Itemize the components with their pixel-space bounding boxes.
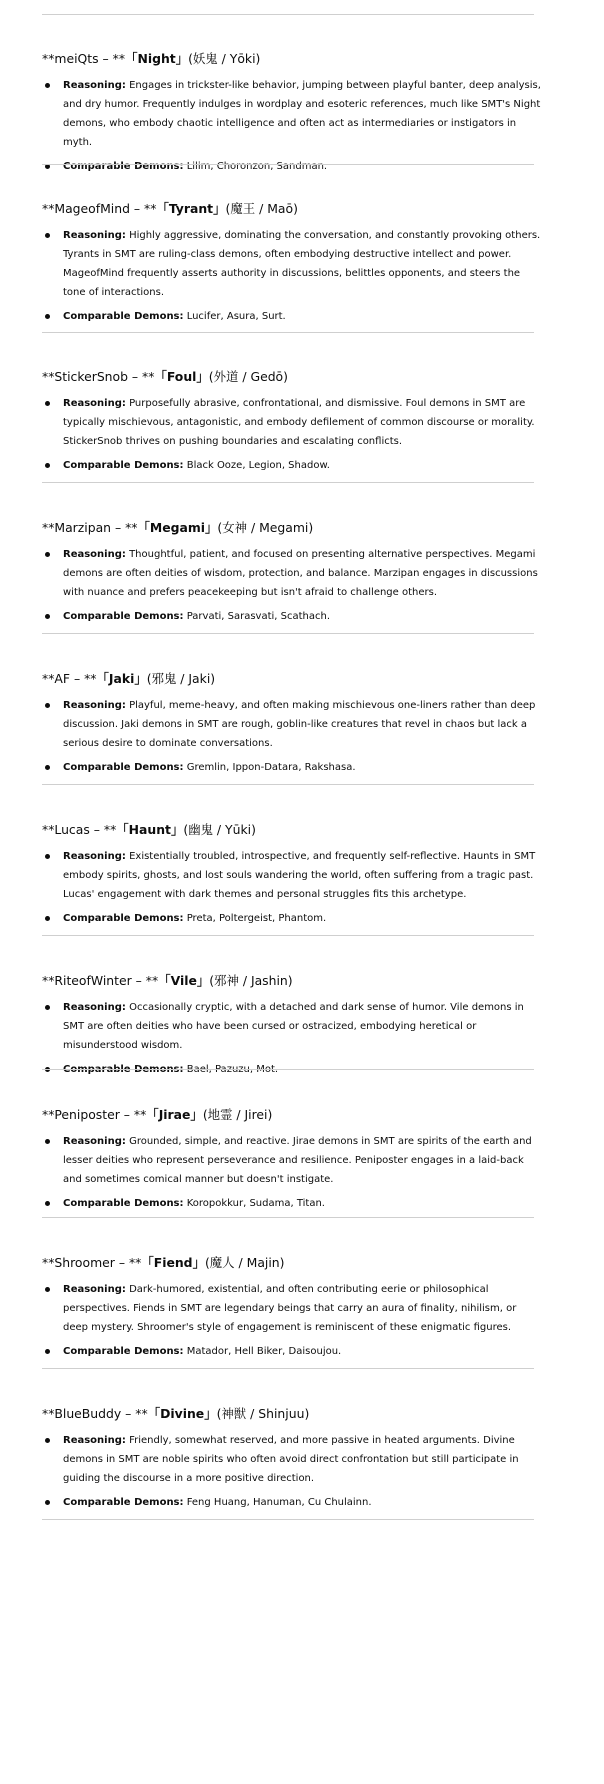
reasoning-item	[42, 847, 542, 904]
demons-label: Comparable Demons:	[63, 762, 184, 773]
demon-class: Haunt	[128, 822, 171, 837]
demons-label: Comparable Demons:	[63, 311, 184, 322]
demons-label: Comparable Demons:	[63, 1064, 184, 1075]
demons-item	[42, 607, 542, 626]
reasoning-item	[42, 226, 542, 302]
class-japanese: 外道	[213, 369, 239, 384]
entry-details	[42, 847, 542, 928]
demons-text: Parvati, Sarasvati, Scathach.	[186, 611, 331, 622]
entry-peniposter	[42, 1107, 542, 1218]
demon-class: Jirae	[158, 1107, 191, 1122]
user-name: Peniposter	[54, 1107, 120, 1122]
demons-label: Comparable Demons:	[63, 1198, 184, 1209]
class-japanese: 邪神	[214, 973, 239, 988]
reasoning-item	[42, 394, 542, 451]
reasoning-item	[42, 1132, 542, 1189]
demon-class: Night	[137, 51, 176, 66]
user-name: Shroomer	[54, 1255, 115, 1270]
divider	[42, 1368, 534, 1369]
entry-details	[42, 226, 542, 326]
entry-heading: **StickerSnob – **「Foul」(外道 / Gedō)	[42, 369, 288, 384]
class-romaji: Shinjuu	[258, 1406, 305, 1421]
class-japanese: 妖鬼	[192, 51, 218, 66]
user-name: Lucas	[54, 822, 90, 837]
reasoning-label: Reasoning:	[63, 549, 126, 560]
user-name: Marzipan	[54, 520, 112, 535]
demons-text: Gremlin, Ippon-Datara, Rakshasa.	[186, 762, 356, 773]
demon-class: Jaki	[108, 671, 135, 686]
class-japanese: 幽鬼	[188, 822, 213, 837]
reasoning-text: Grounded, simple, and reactive. Jirae demons in SMT are spirits of the earth and lesser deities who represent perseverance and resilience. Peniposter engages in a laid-back and sometimes comical manner but doesn't instigate.	[63, 1136, 532, 1185]
reasoning-label: Reasoning:	[63, 1002, 126, 1013]
entry-details	[42, 1132, 542, 1213]
entry-marzipan	[42, 520, 542, 631]
demons-label: Comparable Demons:	[63, 161, 184, 172]
user-name: meiQts	[54, 51, 99, 66]
demons-item	[42, 758, 542, 777]
demon-class: Foul	[166, 369, 197, 384]
divider	[42, 482, 534, 483]
divider	[42, 1217, 534, 1218]
entry-details	[42, 545, 542, 626]
demons-item	[42, 909, 542, 928]
entry-mageofmind	[42, 201, 542, 331]
divider	[42, 1069, 534, 1070]
demons-label: Comparable Demons:	[63, 1346, 184, 1357]
demons-item	[42, 307, 542, 326]
entry-heading: **BlueBuddy – **「Divine」(神獣 / Shinjuu)	[42, 1406, 310, 1421]
entry-details	[42, 696, 542, 777]
divider	[42, 784, 534, 785]
demons-text: Bael, Pazuzu, Mot.	[186, 1064, 279, 1075]
divider	[42, 935, 534, 936]
reasoning-item	[42, 1431, 542, 1488]
demon-class: Vile	[170, 973, 197, 988]
demons-text: Matador, Hell Biker, Daisoujou.	[186, 1346, 342, 1357]
reasoning-label: Reasoning:	[63, 851, 126, 862]
demons-text: Black Ooze, Legion, Shadow.	[186, 460, 330, 471]
class-romaji: Jashin	[250, 973, 288, 988]
class-romaji: Yōki	[229, 51, 256, 66]
user-name: AF	[54, 671, 70, 686]
divider	[42, 332, 534, 333]
entry-heading: **Marzipan – **「Megami」(女神 / Megami)	[42, 520, 314, 535]
reasoning-text: Friendly, somewhat reserved, and more passive in heated arguments. Divine demons in SMT are noble spirits who often avoid direct confrontation but still participate in guiding the discourse in a more positive direction.	[63, 1435, 519, 1484]
demons-item	[42, 1493, 542, 1512]
class-romaji: Gedō	[250, 369, 284, 384]
reasoning-text: Purposefully abrasive, confrontational, and dismissive. Foul demons in SMT are typically mischievous, antagonistic, and embody defilement of common discourse or morality. StickerSnob thrives on pushing boundaries and escalating conflicts.	[63, 398, 535, 447]
demons-item	[42, 1342, 542, 1361]
demons-label: Comparable Demons:	[63, 913, 184, 924]
demons-text: Lucifer, Asura, Surt.	[186, 311, 286, 322]
user-name: StickerSnob	[54, 369, 128, 384]
divider	[42, 14, 534, 15]
class-japanese: 魔人	[209, 1255, 235, 1270]
user-name: RiteofWinter	[54, 973, 132, 988]
entry-shroomer	[42, 1255, 542, 1366]
reasoning-text: Playful, meme-heavy, and often making mischievous one-liners rather than deep discussion. Jaki demons in SMT are rough, goblin-like creatures that revel in chaos but lack a serious desire to dominate conversations.	[63, 700, 536, 749]
reasoning-text: Occasionally cryptic, with a detached and dark sense of humor. Vile demons in SMT are often deities who have been cursed or ostracized, embodying heretical or misunderstood wisdom.	[63, 1002, 524, 1051]
entry-heading: **Shroomer – **「Fiend」(魔人 / Majin)	[42, 1255, 285, 1270]
entry-heading: **MageofMind – **「Tyrant」(魔王 / Maō)	[42, 201, 298, 216]
class-romaji: Maō	[267, 201, 294, 216]
reasoning-text: Thoughtful, patient, and focused on presenting alternative perspectives. Megami demons are often deities of wisdom, protection, and balance. Marzipan engages in discussions with nuance and prefers peacekeeping but isn't afraid to challenge others.	[63, 549, 538, 598]
demon-class: Fiend	[153, 1255, 193, 1270]
reasoning-label: Reasoning:	[63, 1284, 126, 1295]
reasoning-label: Reasoning:	[63, 1136, 126, 1147]
reasoning-text: Dark-humored, existential, and often contributing eerie or philosophical perspectives. Fiends in SMT are legendary beings that carry an aura of finality, nihilism, or deep mystery. Shroomer's style of engagement is reminiscent of these enigmatic figures.	[63, 1284, 517, 1333]
class-romaji: Yūki	[225, 822, 252, 837]
class-romaji: Megami	[259, 520, 309, 535]
entry-details	[42, 394, 542, 475]
demon-class: Divine	[160, 1406, 205, 1421]
demons-text: Lilim, Choronzon, Sandman.	[186, 161, 328, 172]
class-japanese: 神獣	[221, 1406, 247, 1421]
user-name: MageofMind	[54, 201, 130, 216]
entry-riteofwinter	[42, 973, 542, 1084]
entry-stickersnob	[42, 369, 542, 480]
entry-heading: **RiteofWinter – **「Vile」(邪神 / Jashin)	[42, 973, 293, 988]
class-japanese: 邪鬼	[151, 671, 177, 686]
entry-heading: **AF – **「Jaki」(邪鬼 / Jaki)	[42, 671, 216, 686]
reasoning-label: Reasoning:	[63, 230, 126, 241]
reasoning-item	[42, 545, 542, 602]
demons-label: Comparable Demons:	[63, 611, 184, 622]
divider	[42, 1519, 534, 1520]
reasoning-label: Reasoning:	[63, 80, 126, 91]
entry-meiqts	[42, 51, 542, 181]
reasoning-text: Existentially troubled, introspective, and frequently self-reflective. Haunts in SMT embody spirits, ghosts, and lost souls wandering the world, often suffering from a tragic past. Lucas' engagement with dark themes and personal struggles fits this archetype.	[63, 851, 536, 900]
reasoning-item	[42, 998, 542, 1055]
demon-class: Megami	[149, 520, 206, 535]
demon-class: Tyrant	[168, 201, 214, 216]
reasoning-item	[42, 76, 542, 152]
entry-details	[42, 1280, 542, 1361]
reasoning-item	[42, 1280, 542, 1337]
class-romaji: Jaki	[188, 671, 211, 686]
class-japanese: 魔王	[230, 201, 256, 216]
demons-text: Koropokkur, Sudama, Titan.	[186, 1198, 325, 1209]
demons-label: Comparable Demons:	[63, 1497, 184, 1508]
reasoning-text: Engages in trickster-like behavior, jumping between playful banter, deep analysis, and dry humor. Frequently indulges in wordplay and esoteric references, much like SMT's Night demons, who embody chaotic intelligence and often act as intermediaries or instigators in myth.	[63, 80, 541, 148]
demons-item	[42, 456, 542, 475]
user-name: BlueBuddy	[54, 1406, 122, 1421]
reasoning-label: Reasoning:	[63, 398, 126, 409]
entry-heading: **meiQts – **「Night」(妖鬼 / Yōki)	[42, 51, 261, 66]
entry-af	[42, 671, 542, 782]
class-romaji: Jirei	[244, 1107, 268, 1122]
demons-text: Preta, Poltergeist, Phantom.	[186, 913, 327, 924]
reasoning-text: Highly aggressive, dominating the conversation, and constantly provoking others. Tyrants in SMT are ruling-class demons, often embodying destructive intellect and power. MageofMind frequently asserts authority in discussions, belittles opponents, and steers the tone of interactions.	[63, 230, 541, 298]
entry-details	[42, 76, 542, 176]
entry-bluebuddy	[42, 1406, 542, 1517]
entry-lucas	[42, 822, 542, 933]
reasoning-label: Reasoning:	[63, 700, 126, 711]
class-japanese: 地霊	[207, 1107, 233, 1122]
entry-details	[42, 1431, 542, 1512]
demons-item	[42, 157, 542, 176]
entry-heading: **Peniposter – **「Jirae」(地霊 / Jirei)	[42, 1107, 273, 1122]
class-japanese: 女神	[222, 520, 248, 535]
demons-item	[42, 1194, 542, 1213]
reasoning-item	[42, 696, 542, 753]
demons-label: Comparable Demons:	[63, 460, 184, 471]
divider	[42, 164, 534, 165]
entry-details	[42, 998, 542, 1079]
entry-heading: **Lucas – **「Haunt」(幽鬼 / Yūki)	[42, 822, 256, 837]
reasoning-label: Reasoning:	[63, 1435, 126, 1446]
divider	[42, 633, 534, 634]
class-romaji: Majin	[246, 1255, 280, 1270]
demons-text: Feng Huang, Hanuman, Cu Chulainn.	[186, 1497, 372, 1508]
